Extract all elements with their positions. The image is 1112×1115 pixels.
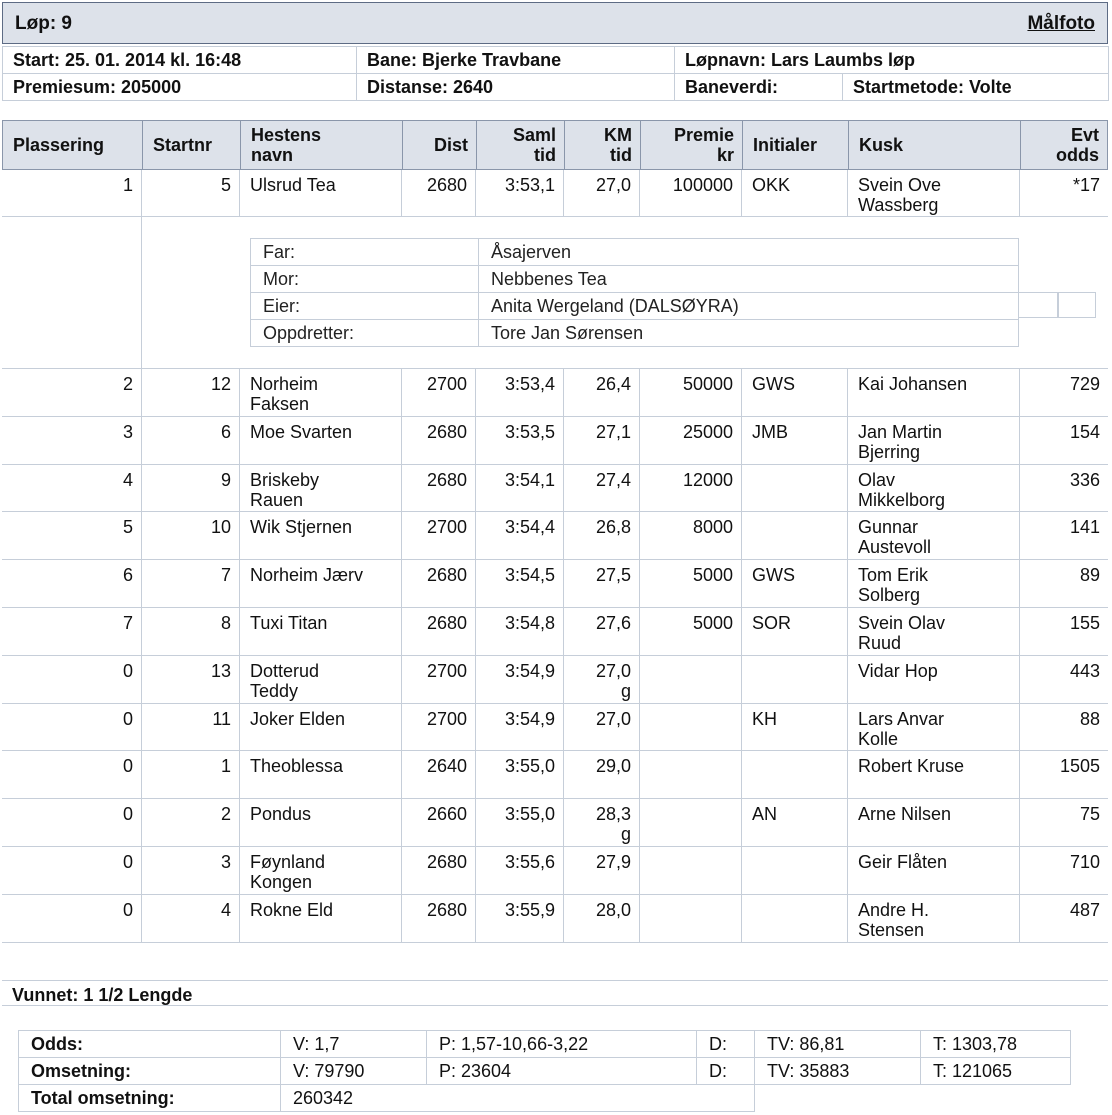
horse-name: Moe Svarten <box>240 417 402 464</box>
distance: 2700 <box>402 656 476 703</box>
col-startnr: Startnr <box>143 121 241 169</box>
km-time: 27,0 <box>564 704 640 750</box>
prize: 8000 <box>640 512 742 559</box>
result-row <box>2 369 1108 417</box>
odds: 710 <box>1069 852 1100 872</box>
driver: Svein Olav Ruud <box>848 608 1020 655</box>
total-time: 3:54,5 <box>476 560 564 607</box>
pedigree-label: Oppdretter: <box>251 320 479 347</box>
turnover-trio: T: 121065 <box>921 1058 1071 1085</box>
pedigree-value: Anita Wergeland (DALSØYRA) <box>479 293 1019 320</box>
odds-trio: T: 1303,78 <box>921 1031 1071 1058</box>
prize <box>640 704 742 750</box>
pedigree-label: Eier: <box>251 293 479 320</box>
total-time: 3:54,9 <box>476 656 564 703</box>
prize-sum: Premiesum: 205000 <box>3 74 357 101</box>
initials <box>742 465 848 511</box>
km-time: 29,0 <box>564 751 640 798</box>
initials: AN <box>742 799 848 846</box>
race-name: Løpnavn: Lars Laumbs løp <box>675 47 1109 74</box>
col-total-time: Saml tid <box>477 121 565 169</box>
initials <box>742 895 848 942</box>
placement: 1 <box>2 170 142 216</box>
horse-name: Joker Elden <box>240 704 402 750</box>
odds: 336 <box>1069 470 1100 490</box>
turnover-label: Omsetning: <box>19 1058 281 1085</box>
prize: 5000 <box>640 560 742 607</box>
distance: Distanse: 2640 <box>357 74 675 101</box>
initials: GWS <box>742 560 848 607</box>
total-time: 3:53,4 <box>476 369 564 416</box>
distance: 2640 <box>402 751 476 798</box>
result-row <box>2 608 1108 656</box>
result-row <box>2 751 1108 799</box>
odds: 487 <box>1069 900 1100 920</box>
distance: 2680 <box>402 417 476 464</box>
driver: Andre H. Stensen <box>848 895 1020 942</box>
initials: OKK <box>742 170 848 216</box>
col-driver: Kusk <box>849 121 1021 169</box>
won-by: Vunnet: 1 1/2 Lengde <box>2 980 1108 1006</box>
prize: 5000 <box>640 608 742 655</box>
pedigree-empty-cell <box>1058 292 1096 318</box>
prize: 12000 <box>640 465 742 511</box>
pedigree-value: Tore Jan Sørensen <box>479 320 1019 347</box>
odds: 729 <box>1069 374 1100 394</box>
total-time: 3:53,1 <box>476 170 564 216</box>
turnover-win: V: 79790 <box>281 1058 427 1085</box>
start-number: 1 <box>142 751 240 798</box>
odds-twin: TV: 86,81 <box>755 1031 921 1058</box>
km-time: 27,6 <box>564 608 640 655</box>
result-row <box>2 656 1108 704</box>
initials: KH <box>742 704 848 750</box>
start-method: Startmetode: Volte <box>843 74 1109 101</box>
placement: 0 <box>2 847 142 894</box>
odds: 88 <box>1079 709 1100 729</box>
prize <box>640 751 742 798</box>
result-row <box>2 465 1108 512</box>
start-number: 7 <box>142 560 240 607</box>
total-time: 3:55,0 <box>476 799 564 846</box>
horse-name: Dotterud Teddy <box>240 656 402 703</box>
start-number: 12 <box>142 369 240 416</box>
driver: Olav Mikkelborg <box>848 465 1020 511</box>
odds: 154 <box>1069 422 1100 442</box>
horse-name: Tuxi Titan <box>240 608 402 655</box>
result-row <box>2 560 1108 608</box>
distance: 2660 <box>402 799 476 846</box>
result-row <box>2 895 1108 943</box>
horse-name: Wik Stjernen <box>240 512 402 559</box>
odds-win: V: 1,7 <box>281 1031 427 1058</box>
placement: 5 <box>2 512 142 559</box>
horse-name: Pondus <box>240 799 402 846</box>
driver: Vidar Hop <box>848 656 1020 703</box>
km-time: 28,0 <box>564 895 640 942</box>
km-time: 27,4 <box>564 465 640 511</box>
photo-finish-link[interactable]: Målfoto <box>1027 13 1095 34</box>
initials <box>742 847 848 894</box>
start-number: 10 <box>142 512 240 559</box>
result-row <box>2 847 1108 895</box>
total-turnover-value: 260342 <box>281 1085 755 1112</box>
driver: Jan Martin Bjerring <box>848 417 1020 464</box>
km-time: 28,3 g <box>564 799 640 846</box>
initials <box>742 512 848 559</box>
col-km-time: KM tid <box>565 121 641 169</box>
start-number: 8 <box>142 608 240 655</box>
placement: 7 <box>2 608 142 655</box>
pedigree-value: Nebbenes Tea <box>479 266 1019 293</box>
odds: 155 <box>1069 613 1100 633</box>
prize: 50000 <box>640 369 742 416</box>
km-time: 27,0 g <box>564 656 640 703</box>
horse-name: Rokne Eld <box>240 895 402 942</box>
horse-name: Norheim Jærv <box>240 560 402 607</box>
driver: Gunnar Austevoll <box>848 512 1020 559</box>
odds-table <box>18 1030 1071 1112</box>
result-row <box>2 704 1108 751</box>
driver: Kai Johansen <box>848 369 1020 416</box>
odds: *17 <box>1072 175 1100 195</box>
result-row <box>2 417 1108 465</box>
driver: Arne Nilsen <box>848 799 1020 846</box>
km-time: 27,0 <box>564 170 640 216</box>
start-number: 5 <box>142 170 240 216</box>
placement: 0 <box>2 751 142 798</box>
prize <box>640 799 742 846</box>
col-placement: Plassering <box>3 121 143 169</box>
odds: 89 <box>1079 565 1100 585</box>
start-number: 3 <box>142 847 240 894</box>
prize: 100000 <box>640 170 742 216</box>
total-time: 3:55,6 <box>476 847 564 894</box>
placement: 0 <box>2 656 142 703</box>
result-row <box>2 512 1108 560</box>
odds-place: P: 1,57-10,66-3,22 <box>427 1031 697 1058</box>
turnover-double: D: <box>697 1058 755 1085</box>
col-odds: Evt odds <box>1056 125 1099 165</box>
turnover-twin: TV: 35883 <box>755 1058 921 1085</box>
start-number: 11 <box>142 704 240 750</box>
odds: 443 <box>1069 661 1100 681</box>
total-time: 3:53,5 <box>476 417 564 464</box>
initials: JMB <box>742 417 848 464</box>
driver: Geir Flåten <box>848 847 1020 894</box>
placement: 0 <box>2 799 142 846</box>
pedigree-table <box>250 238 1019 347</box>
odds: 1505 <box>1059 756 1100 776</box>
horse-name: Norheim Faksen <box>240 369 402 416</box>
horse-name: Briskeby Rauen <box>240 465 402 511</box>
race-header-bar <box>2 2 1108 44</box>
placement: 4 <box>2 465 142 511</box>
start-time: Start: 25. 01. 2014 kl. 16:48 <box>3 47 357 74</box>
result-row-winner <box>2 170 1108 217</box>
total-time: 3:54,1 <box>476 465 564 511</box>
driver: Svein Ove Wassberg <box>848 170 1020 216</box>
total-time: 3:55,9 <box>476 895 564 942</box>
distance: 2680 <box>402 465 476 511</box>
distance: 2680 <box>402 895 476 942</box>
distance: 2680 <box>402 560 476 607</box>
race-number: Løp: 9 <box>15 13 72 34</box>
col-dist: Dist <box>403 121 477 169</box>
driver: Tom Erik Solberg <box>848 560 1020 607</box>
pedigree-empty-cell <box>1018 292 1058 318</box>
track-name: Bane: Bjerke Travbane <box>357 47 675 74</box>
placement: 2 <box>2 369 142 416</box>
km-time: 27,9 <box>564 847 640 894</box>
placement: 6 <box>2 560 142 607</box>
km-time: 26,4 <box>564 369 640 416</box>
distance: 2700 <box>402 704 476 750</box>
pedigree-label: Mor: <box>251 266 479 293</box>
horse-name: Ulsrud Tea <box>240 170 402 216</box>
km-time: 27,5 <box>564 560 640 607</box>
start-number: 13 <box>142 656 240 703</box>
prize: 25000 <box>640 417 742 464</box>
pedigree-label: Far: <box>251 239 479 266</box>
distance: 2680 <box>402 847 476 894</box>
initials <box>742 656 848 703</box>
horse-name: Theoblessa <box>240 751 402 798</box>
prize <box>640 656 742 703</box>
initials: GWS <box>742 369 848 416</box>
track-value: Baneverdi: <box>675 74 843 101</box>
initials <box>742 751 848 798</box>
distance: 2680 <box>402 170 476 216</box>
placement: 0 <box>2 895 142 942</box>
horse-name: Føynland Kongen <box>240 847 402 894</box>
distance: 2700 <box>402 369 476 416</box>
results-header <box>2 120 1108 170</box>
odds-double: D: <box>697 1031 755 1058</box>
prize <box>640 895 742 942</box>
odds-label: Odds: <box>19 1031 281 1058</box>
total-time: 3:54,4 <box>476 512 564 559</box>
distance: 2700 <box>402 512 476 559</box>
prize <box>640 847 742 894</box>
col-initials: Initialer <box>743 121 849 169</box>
driver: Robert Kruse <box>848 751 1020 798</box>
start-number: 9 <box>142 465 240 511</box>
start-number: 2 <box>142 799 240 846</box>
placement: 0 <box>2 704 142 750</box>
odds: 141 <box>1069 517 1100 537</box>
race-info-table <box>2 46 1109 101</box>
col-horse-name: Hestens navn <box>241 121 403 169</box>
total-time: 3:54,8 <box>476 608 564 655</box>
total-time: 3:54,9 <box>476 704 564 750</box>
distance: 2680 <box>402 608 476 655</box>
result-row <box>2 799 1108 847</box>
pedigree-value: Åsajerven <box>479 239 1019 266</box>
start-number: 4 <box>142 895 240 942</box>
start-number: 6 <box>142 417 240 464</box>
driver: Lars Anvar Kolle <box>848 704 1020 750</box>
placement: 3 <box>2 417 142 464</box>
initials: SOR <box>742 608 848 655</box>
col-prize: Premie kr <box>641 121 743 169</box>
odds: 75 <box>1079 804 1100 824</box>
turnover-place: P: 23604 <box>427 1058 697 1085</box>
total-turnover-label: Total omsetning: <box>19 1085 281 1112</box>
km-time: 27,1 <box>564 417 640 464</box>
km-time: 26,8 <box>564 512 640 559</box>
total-time: 3:55,0 <box>476 751 564 798</box>
